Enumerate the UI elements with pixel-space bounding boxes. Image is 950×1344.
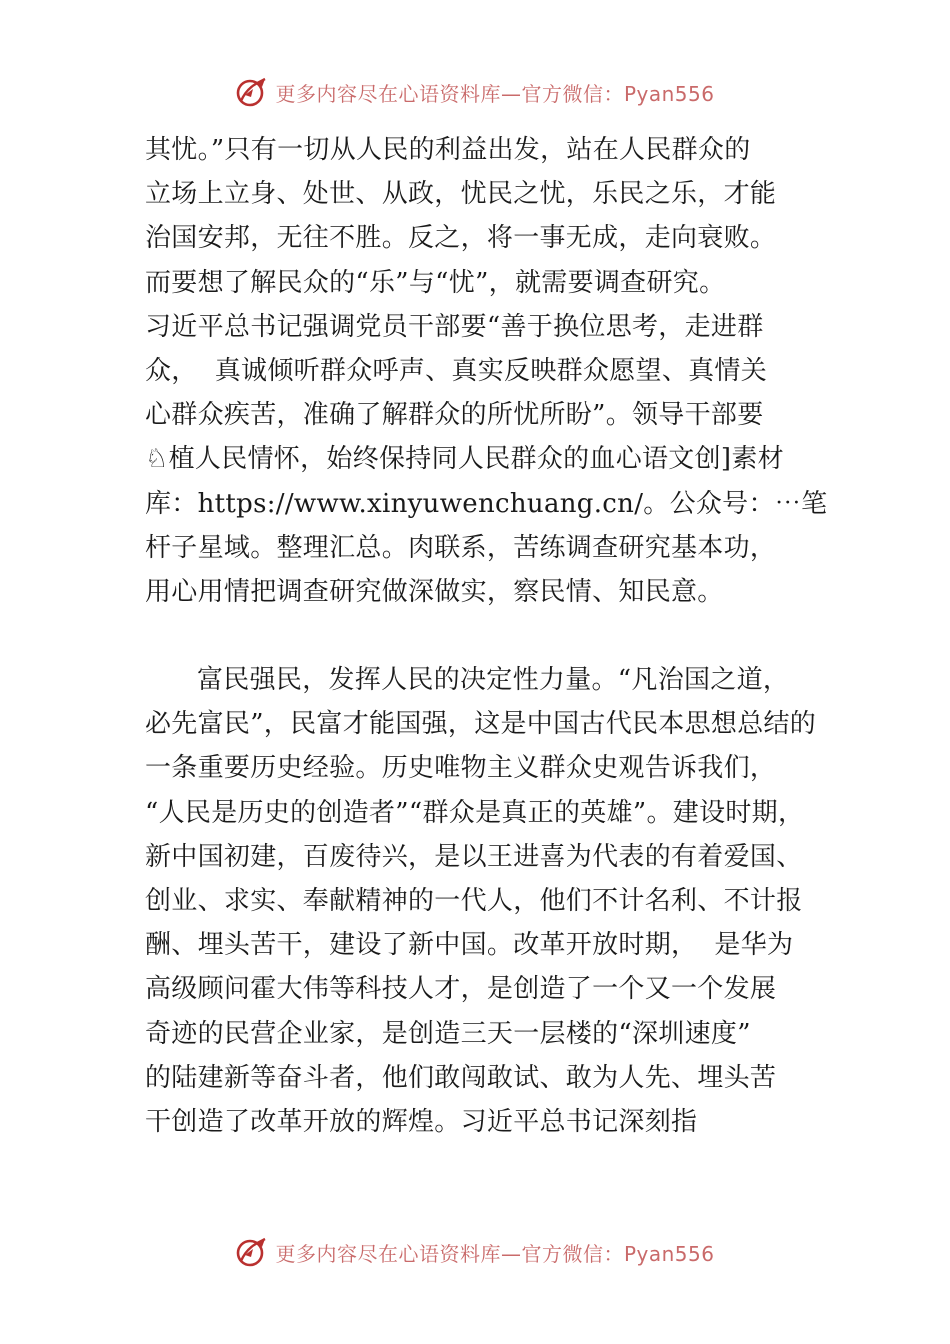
text-line: 富民强民，发挥人民的决定性力量。“凡治国之道， xyxy=(197,665,790,696)
text-line: 新中国初建，百废待兴，是以王进喜为代表的有着爱国、 xyxy=(145,841,803,872)
text-line: 心群众疾苦，准确了解群众的所忧所盼”。领导干部要 xyxy=(145,400,764,431)
text-line: 创业、求实、奉献精神的一代人，他们不计名利、不计报 xyxy=(145,886,803,916)
document-body xyxy=(145,128,845,1144)
text-line: 库：https://www.xinyuwenchuang.cn/。公众号：⋯笔 xyxy=(145,488,828,519)
footer-banner xyxy=(0,1232,950,1272)
text-line: 必先富民”，民富才能国强，这是中国古代民本思想总结的 xyxy=(145,709,817,740)
text-line: 而要想了解民众的“乐”与“忧”，就需要调查研究。 xyxy=(145,267,726,298)
text-line: ♘植人民情怀，始终保持同人民群众的血心语文创]素材 xyxy=(145,444,784,475)
text-line: 众， 真诚倾听群众呼声、真实反映群众愿望、真情关 xyxy=(145,355,768,386)
text-line: 其忧。”只有一切从人民的利益出发，站在人民群众的 xyxy=(145,135,751,165)
brand-logo-icon xyxy=(235,75,269,109)
text-line: 酬、埋头苦干，建设了新中国。改革开放时期， 是华为 xyxy=(145,930,794,961)
paragraph-2 xyxy=(145,658,845,1144)
text-line: 治国安邦，无往不胜。反之，将一事无成，走向衰败。 xyxy=(145,223,777,254)
text-line: 高级顾问霍大伟等科技人才，是创造了一个又一个发展 xyxy=(145,974,777,1005)
text-line: 立场上立身、处世、从政，忧民之忧，乐民之乐，才能 xyxy=(145,179,777,210)
header-banner xyxy=(0,72,950,112)
text-line: 一条重要历史经验。历史唯物主义群众史观告诉我们， xyxy=(145,753,777,784)
text-line: 用心用情把调查研究做深做实，察民情、知民意。 xyxy=(145,576,724,607)
text-line: 杆子星域。整理汇总。肉联系，苦练调查研究基本功， xyxy=(145,532,777,563)
text-line: 的陆建新等奋斗者，他们敢闯敢试、敢为人先、埋头苦 xyxy=(145,1062,777,1093)
paragraph-1 xyxy=(145,128,845,614)
text-line: 奇迹的民营企业家，是创造三天一层楼的“深圳速度” xyxy=(145,1018,751,1049)
text-line: “人民是历史的创造者”“群众是真正的英雄”。建设时期， xyxy=(145,797,805,828)
footer-banner-text: 更多内容尽在心语资料库—官方微信：Pyan556 xyxy=(275,1241,715,1266)
text-line: 干创造了改革开放的辉煌。习近平总书记深刻指 xyxy=(145,1106,698,1137)
brand-logo-icon xyxy=(235,1235,269,1269)
paragraph-gap xyxy=(145,614,845,658)
text-line: 习近平总书记强调党员干部要“善于换位思考，走进群 xyxy=(145,311,764,342)
header-banner-text: 更多内容尽在心语资料库—官方微信：Pyan556 xyxy=(275,81,715,106)
